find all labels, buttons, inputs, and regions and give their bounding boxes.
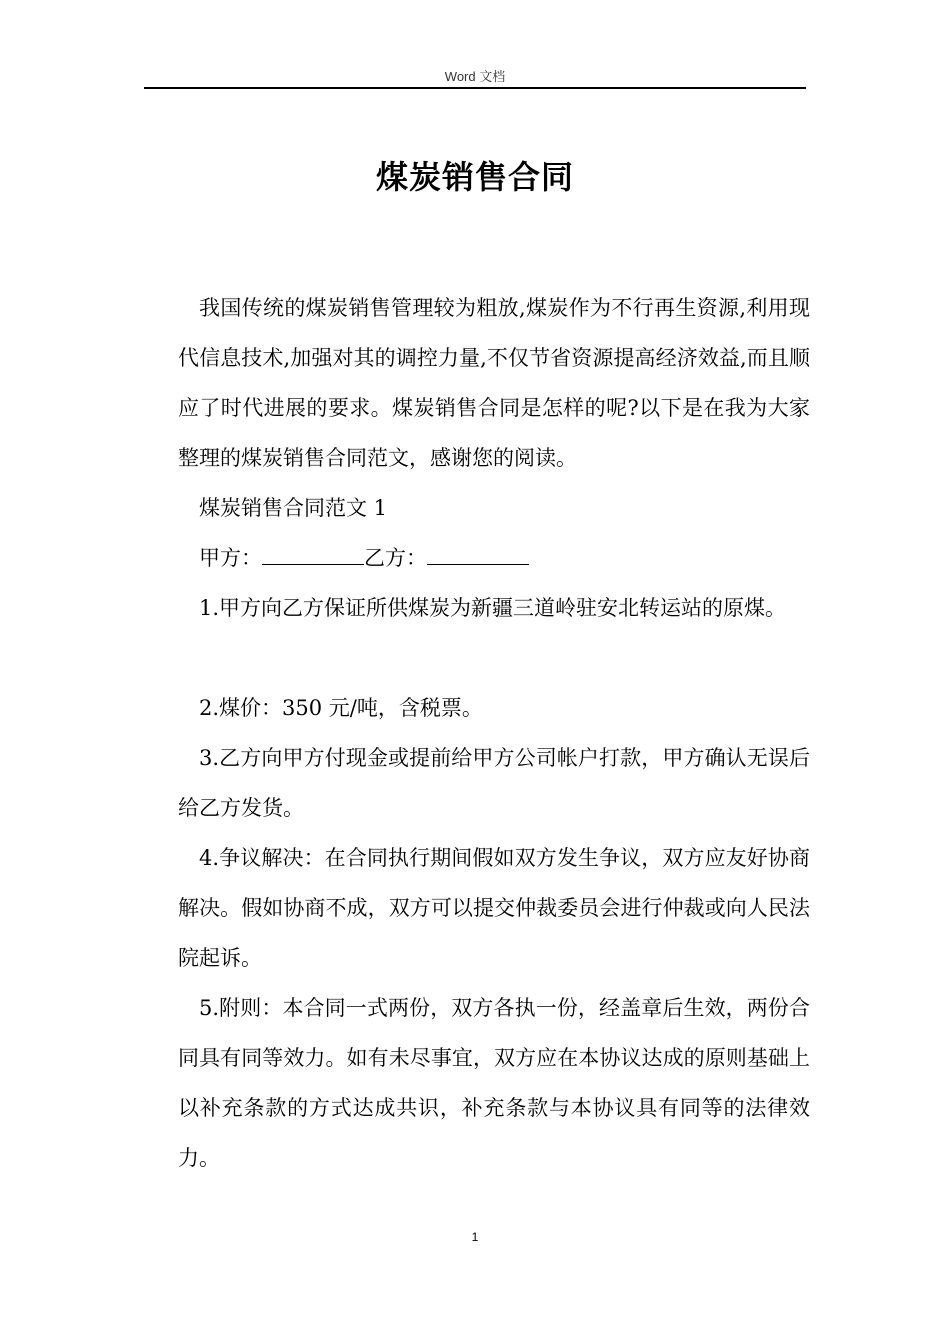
- party-b-blank: [427, 544, 529, 565]
- clause-2: 2.煤价：350 元/吨，含税票。: [199, 696, 483, 720]
- clause-5: 5.附则：本合同一式两份，双方各执一份，经盖章后生效，两份合同具有同等效力。如有未尽事宜，双方应在本协议达成的原则基础上以补充条款的方式达成共识，补充条款与本协议具有同等的法律效力。: [178, 996, 810, 1170]
- intro-paragraph: 我国传统的煤炭销售管理较为粗放,煤炭作为不行再生资源,利用现代信息技术,加强对其的调控力量,不仅节省资源提高经济效益,而且顺应了时代进展的要求。煤炭销售合同是怎样的呢?以下是在我为大家整理的煤炭销售合同范文，感谢您的阅读。: [178, 296, 810, 470]
- clause-4: 4.争议解决：在合同执行期间假如双方发生争议，双方应友好协商解决。假如协商不成，双方可以提交仲裁委员会进行仲裁或向人民法院起诉。: [178, 846, 810, 970]
- document-title: 煤炭销售合同: [375, 158, 574, 196]
- party-b-label: 乙方：: [364, 546, 427, 570]
- page-number: 1: [471, 1230, 479, 1244]
- clause-1: 1.甲方向乙方保证所供煤炭为新疆三道岭驻安北转运站的原煤。: [199, 596, 787, 620]
- page-header-label: Word 文档: [444, 69, 506, 84]
- party-a-blank: [262, 544, 364, 565]
- party-a-label: 甲方：: [199, 546, 262, 570]
- sample-heading: 煤炭销售合同范文 1: [199, 496, 388, 520]
- document-body: [178, 283, 810, 1183]
- header-divider: [144, 87, 806, 89]
- parties-line: [178, 533, 810, 583]
- clause-3: 3.乙方向甲方付现金或提前给甲方公司帐户打款，甲方确认无误后给乙方发货。: [178, 746, 810, 820]
